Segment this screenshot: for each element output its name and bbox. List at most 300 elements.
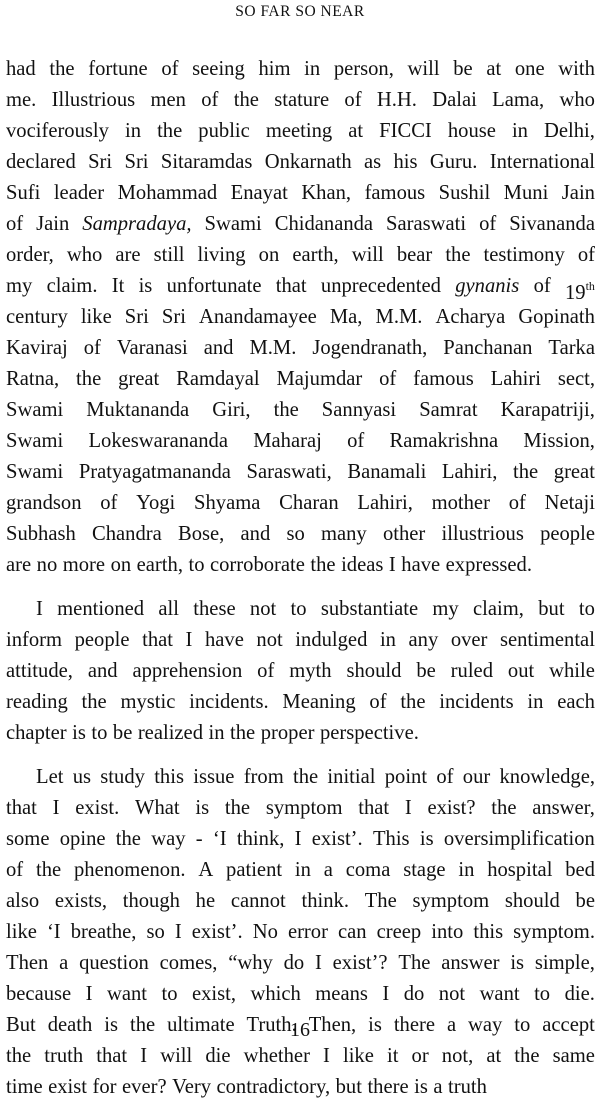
- word: Illustrious: [51, 89, 136, 111]
- word: Tarka: [548, 337, 595, 359]
- word: Guru.: [429, 151, 478, 173]
- word: exist.: [75, 797, 120, 819]
- word: is: [419, 828, 434, 850]
- word: Lama,: [492, 89, 545, 111]
- word: I: [85, 983, 93, 1005]
- word: of: [161, 58, 179, 80]
- text-line: [6, 594, 595, 625]
- word: one: [514, 58, 545, 80]
- word: Kaviraj: [6, 337, 68, 359]
- word: though: [122, 890, 180, 912]
- word: Muktananda: [86, 399, 190, 421]
- word: ‘I: [46, 921, 61, 943]
- word: Varanasi: [116, 337, 188, 359]
- text-line: [6, 1072, 595, 1103]
- word: there: [393, 1014, 435, 1036]
- word: like: [6, 921, 37, 943]
- word: out: [507, 660, 535, 682]
- word: I: [174, 921, 182, 943]
- word: which: [250, 983, 301, 1005]
- word: I: [294, 828, 302, 850]
- word: the: [49, 58, 75, 80]
- word: living: [197, 244, 246, 266]
- word: Dalai: [432, 89, 477, 111]
- word: Yogi: [136, 492, 176, 514]
- text-line: [6, 886, 595, 917]
- word: who: [66, 244, 103, 266]
- word: in: [379, 629, 396, 651]
- word: Swami: [6, 430, 64, 452]
- word: great: [118, 368, 160, 390]
- word: the: [157, 120, 183, 142]
- word: hospital: [487, 859, 553, 881]
- word: Bose,: [177, 523, 225, 545]
- word: Ma,: [329, 306, 363, 328]
- word: incidents.: [189, 691, 269, 713]
- word: exists,: [54, 890, 107, 912]
- text-line: [6, 550, 595, 581]
- word: that: [6, 797, 37, 819]
- word: of: [6, 213, 24, 235]
- word: proper: [260, 722, 315, 744]
- word: A: [198, 859, 214, 881]
- word: Gopinath: [518, 306, 595, 328]
- word: not,: [441, 1045, 474, 1067]
- word: symptom.: [513, 921, 595, 943]
- word: opine: [59, 828, 106, 850]
- word: ruled: [450, 660, 493, 682]
- word: be: [416, 660, 436, 682]
- word: die.: [564, 983, 595, 1005]
- word: “why: [228, 952, 273, 974]
- word: great: [553, 461, 595, 483]
- word: a: [433, 1076, 443, 1098]
- word: It: [111, 275, 125, 297]
- text-line: [6, 85, 595, 116]
- word: Mission,: [523, 430, 595, 452]
- word: in: [304, 58, 321, 80]
- paragraph-gap: [6, 749, 595, 762]
- word: over: [450, 629, 488, 651]
- word: the: [76, 368, 102, 390]
- word: Jain: [36, 213, 70, 235]
- word: each: [557, 691, 595, 713]
- word: into: [431, 921, 464, 943]
- word: oversimplification: [443, 828, 595, 850]
- word: accept: [542, 1014, 595, 1036]
- word: exist’.: [191, 921, 243, 943]
- word: him: [258, 58, 291, 80]
- word: people: [540, 523, 595, 545]
- word: to: [514, 1014, 531, 1036]
- word: Saraswati: [386, 213, 467, 235]
- word: gynanis: [455, 275, 520, 297]
- word: exist’?: [332, 952, 388, 974]
- word: incidents: [439, 691, 514, 713]
- word: me.: [6, 89, 37, 111]
- word: of: [83, 337, 101, 359]
- word: Lahiri: [490, 368, 541, 390]
- word: house: [447, 120, 496, 142]
- word: a: [323, 859, 333, 881]
- text-line: [6, 116, 595, 147]
- word: like: [342, 1045, 374, 1067]
- word: But: [6, 1014, 36, 1036]
- word: do: [403, 983, 425, 1005]
- word: Swami: [6, 399, 64, 421]
- word: on: [110, 554, 132, 576]
- text-line: [6, 209, 595, 240]
- word: think,: [236, 828, 285, 850]
- text-line: [6, 948, 595, 979]
- text-line: [6, 625, 595, 656]
- word: is: [104, 1014, 119, 1036]
- word: from: [243, 766, 284, 788]
- text-line: [6, 488, 595, 519]
- word: comes,: [159, 952, 218, 974]
- word: FICCI: [379, 120, 432, 142]
- word: sentimental: [499, 629, 595, 651]
- text-line: [6, 762, 595, 793]
- word: the: [81, 691, 107, 713]
- word: is: [414, 1076, 428, 1098]
- word: way: [468, 1014, 503, 1036]
- word: I: [185, 629, 193, 651]
- word: the: [514, 1045, 540, 1067]
- word: Sannyasi: [321, 399, 397, 421]
- word: to: [578, 598, 595, 620]
- word: any: [408, 629, 439, 651]
- word: earth,: [292, 244, 339, 266]
- text-line: [6, 333, 595, 364]
- word: of: [100, 492, 118, 514]
- word: a: [446, 1014, 457, 1036]
- text-line: [6, 824, 595, 855]
- word: grandson: [6, 492, 82, 514]
- word: reading: [6, 691, 68, 713]
- word: many: [320, 523, 367, 545]
- word: I: [323, 1045, 330, 1067]
- word: Giri,: [212, 399, 251, 421]
- word: Charan: [279, 492, 339, 514]
- word: ‘I: [212, 828, 227, 850]
- word: corroborate: [210, 554, 305, 576]
- word: I: [140, 1045, 148, 1067]
- word: bear: [396, 244, 433, 266]
- word: answer,: [532, 797, 595, 819]
- word: seeing: [192, 58, 245, 80]
- word: unprecedented: [320, 275, 441, 297]
- word: to: [188, 554, 205, 576]
- word: ever?: [122, 1076, 167, 1098]
- word: the: [445, 244, 471, 266]
- word: is: [138, 275, 153, 297]
- word: truth: [44, 1045, 84, 1067]
- word: at: [486, 58, 502, 80]
- text-line: [6, 147, 595, 178]
- word: of: [257, 660, 275, 682]
- word: century: [6, 306, 68, 328]
- word: substantiate: [320, 598, 419, 620]
- word: in: [294, 859, 311, 881]
- word: in: [458, 859, 475, 881]
- word: at: [486, 1045, 502, 1067]
- word: The: [398, 952, 431, 974]
- text-line: [6, 302, 595, 333]
- word: error: [287, 921, 328, 943]
- word: be: [575, 890, 595, 912]
- word: -: [195, 828, 203, 850]
- word: Mohammad: [117, 182, 218, 204]
- word: he: [195, 890, 216, 912]
- word: the: [224, 797, 251, 819]
- word: so: [286, 523, 305, 545]
- text-line: [6, 457, 595, 488]
- word: claim.: [46, 275, 98, 297]
- word: I: [388, 554, 396, 576]
- word: I: [52, 797, 60, 819]
- word: the: [115, 828, 141, 850]
- word: of: [577, 244, 595, 266]
- word: Sitaramdas: [160, 151, 253, 173]
- word: men: [150, 89, 186, 111]
- word: the: [292, 766, 319, 788]
- word: that: [142, 629, 173, 651]
- word: the: [230, 722, 256, 744]
- word: the: [35, 859, 62, 881]
- word: coma: [345, 859, 391, 881]
- word: knowledge,: [499, 766, 595, 788]
- word: think.: [301, 890, 349, 912]
- word: do: [283, 952, 305, 974]
- word: in: [527, 691, 544, 713]
- word: because: [6, 983, 72, 1005]
- word: our: [462, 766, 491, 788]
- word: are: [115, 244, 141, 266]
- word: die: [205, 1045, 231, 1067]
- word: for: [92, 1076, 117, 1098]
- word: time: [6, 1076, 43, 1098]
- word: answer: [441, 952, 500, 974]
- text-line: [6, 271, 595, 302]
- word: famous: [413, 368, 474, 390]
- running-head: SO FAR SO NEAR: [235, 3, 365, 20]
- word: simple,: [534, 952, 595, 974]
- word: initial: [327, 766, 376, 788]
- word: Lahiri,: [357, 492, 413, 514]
- text-line: [6, 178, 595, 209]
- word: attitude,: [6, 660, 73, 682]
- word: want: [479, 983, 520, 1005]
- word: Lokeswarananda: [88, 430, 228, 452]
- word: the: [6, 1045, 32, 1067]
- word: of: [369, 691, 387, 713]
- word: chapter: [6, 722, 67, 744]
- word: H.H.: [376, 89, 417, 111]
- word: no: [36, 554, 58, 576]
- word: this: [473, 921, 504, 943]
- word: not: [249, 598, 277, 620]
- word: the: [400, 691, 426, 713]
- word: but: [538, 598, 565, 620]
- word: be: [453, 58, 473, 80]
- word: on: [258, 244, 280, 266]
- word: stage: [403, 859, 446, 881]
- word: I: [404, 797, 412, 819]
- word: the: [512, 461, 539, 483]
- word: Panchanan: [443, 337, 533, 359]
- word: earth,: [136, 554, 183, 576]
- word: have: [204, 629, 244, 651]
- word: No: [252, 921, 278, 943]
- word: or: [411, 1045, 429, 1067]
- word: and: [87, 660, 118, 682]
- word: Enayat: [230, 182, 288, 204]
- word: like: [80, 306, 112, 328]
- word: of: [379, 368, 397, 390]
- word: some: [6, 828, 50, 850]
- word: Then,: [308, 1014, 357, 1036]
- word: to: [290, 598, 307, 620]
- word: exist’.: [311, 828, 363, 850]
- word: Meaning: [282, 691, 356, 713]
- word: stature: [274, 89, 330, 111]
- word: Muni: [503, 182, 549, 204]
- text-line: [6, 395, 595, 426]
- word: Jogendranath,: [312, 337, 428, 359]
- word: same: [552, 1045, 595, 1067]
- word: other: [382, 523, 426, 545]
- word: public: [198, 120, 250, 142]
- word: ideas: [341, 554, 384, 576]
- word: death: [47, 1014, 93, 1036]
- word: Maharaj: [253, 430, 322, 452]
- text-line: [6, 1041, 595, 1072]
- word: should: [346, 660, 402, 682]
- word: will: [160, 1045, 193, 1067]
- word: of: [6, 859, 24, 881]
- word: my: [432, 598, 459, 620]
- word: to: [161, 983, 178, 1005]
- word: Let: [36, 766, 64, 788]
- text-line: [6, 54, 595, 85]
- word: sect,: [557, 368, 595, 390]
- text-line: [6, 426, 595, 457]
- word: in: [511, 120, 528, 142]
- word: Netaji: [544, 492, 595, 514]
- word: be: [112, 722, 133, 744]
- word: symptom: [412, 890, 490, 912]
- word: the: [491, 797, 517, 819]
- word: meeting: [265, 120, 333, 142]
- word: more: [62, 554, 106, 576]
- word: that: [275, 275, 307, 297]
- word: patient: [226, 859, 283, 881]
- word: can: [338, 921, 367, 943]
- word: of: [436, 766, 454, 788]
- word: is: [72, 722, 86, 744]
- word: This: [372, 828, 410, 850]
- word: mentioned: [57, 598, 145, 620]
- word: will: [351, 244, 384, 266]
- word: that: [96, 1045, 128, 1067]
- word: declared: [6, 151, 76, 173]
- word: inform: [6, 629, 63, 651]
- word: Truth.: [246, 1014, 297, 1036]
- word: study: [100, 766, 145, 788]
- word: way: [151, 828, 186, 850]
- word: perspective.: [319, 722, 419, 744]
- word: Sufi: [6, 182, 41, 204]
- word: is: [195, 797, 210, 819]
- word: realized: [137, 722, 203, 744]
- word: had: [6, 58, 36, 80]
- word: truth: [448, 1076, 487, 1098]
- word: Sri: [124, 306, 149, 328]
- word: the: [310, 554, 336, 576]
- word: point: [384, 766, 428, 788]
- word: leader: [53, 182, 105, 204]
- word: Subhash: [6, 523, 76, 545]
- word: What: [135, 797, 180, 819]
- word: unfortunate: [166, 275, 262, 297]
- word: Banamali: [347, 461, 427, 483]
- word: not: [438, 983, 466, 1005]
- word: mother: [431, 492, 490, 514]
- word: at: [348, 120, 364, 142]
- word: Then: [6, 952, 49, 974]
- word: that: [358, 797, 390, 819]
- word: it: [386, 1045, 399, 1067]
- word: and: [240, 523, 271, 545]
- word: Sampradaya,: [82, 213, 192, 235]
- word: Ratna,: [6, 368, 60, 390]
- word: Jain: [561, 182, 595, 204]
- text-line: [6, 519, 595, 550]
- text-line: [6, 917, 595, 948]
- word: means: [315, 983, 368, 1005]
- word: ultimate: [167, 1014, 235, 1036]
- word: Sushil: [438, 182, 491, 204]
- word: are: [6, 554, 32, 576]
- word: the: [129, 1014, 156, 1036]
- word: but: [335, 1076, 362, 1098]
- word: to: [91, 722, 108, 744]
- word: his: [393, 151, 418, 173]
- word: whether: [243, 1045, 310, 1067]
- word: so: [146, 921, 165, 943]
- word: while: [549, 660, 595, 682]
- word: contradictory,: [216, 1076, 331, 1098]
- word: in: [208, 722, 225, 744]
- word: of: [347, 430, 365, 452]
- word: Sri: [124, 151, 149, 173]
- text-line: [6, 718, 595, 749]
- word: exist: [48, 1076, 88, 1098]
- word: 19th: [564, 279, 595, 304]
- word: Sivananda: [509, 213, 595, 235]
- word: Saraswati,: [246, 461, 332, 483]
- word: this: [154, 766, 184, 788]
- word: Sri: [88, 151, 113, 173]
- word: I: [36, 598, 43, 620]
- word: a: [59, 952, 69, 974]
- word: not: [256, 629, 283, 651]
- word: still: [153, 244, 185, 266]
- word: who: [559, 89, 595, 111]
- word: Onkarnath: [264, 151, 352, 173]
- word: phenomenon.: [73, 859, 186, 881]
